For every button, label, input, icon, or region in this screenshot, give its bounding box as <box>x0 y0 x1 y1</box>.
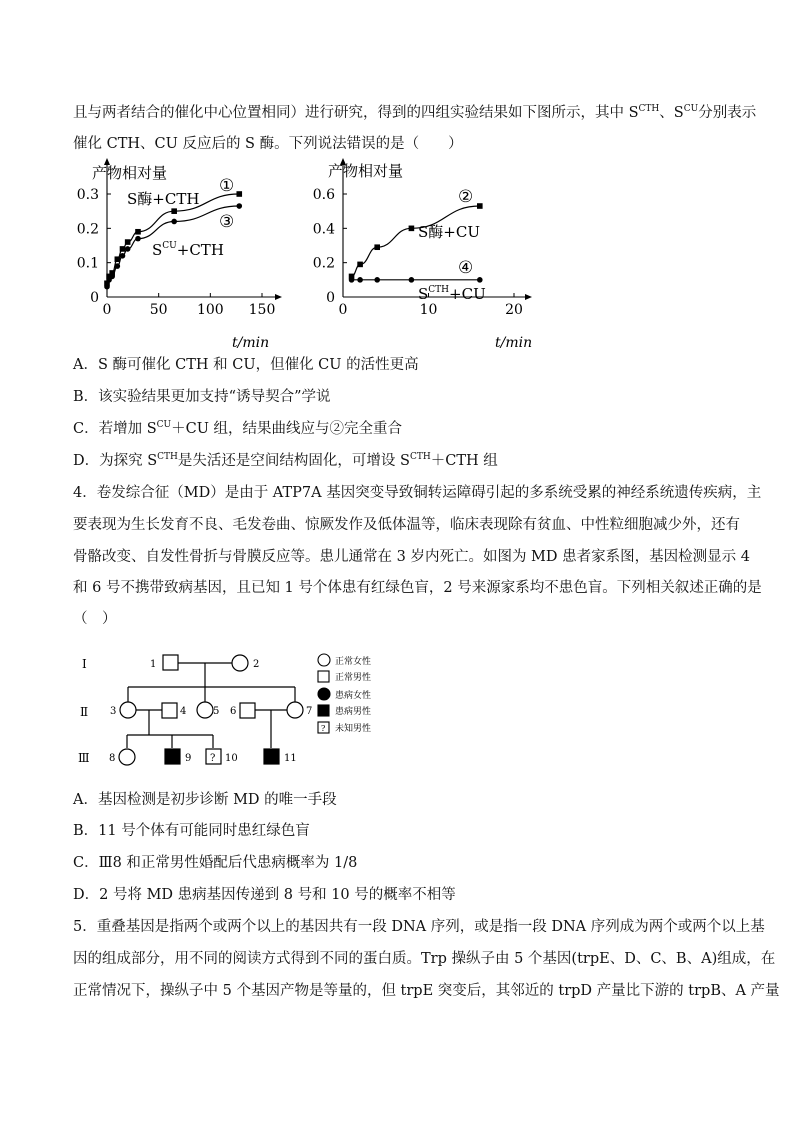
chart2-y-tick-label: 0 <box>326 290 335 306</box>
svg-text:2: 2 <box>253 659 260 670</box>
chart1-series-1-point <box>125 239 131 245</box>
chart2-x-tick-label: 20 <box>505 302 523 318</box>
chart2-series-1-point <box>409 226 415 232</box>
chart1-y-tick-label: 0.1 <box>76 255 99 272</box>
legend-normal-male: 正常男性 <box>335 673 372 683</box>
chart1-series-1-point <box>236 191 242 197</box>
legend-normal-female-symbol <box>318 654 330 666</box>
chart-left <box>70 156 300 356</box>
q4-option-b: B．11 号个体有可能同时患红绿色盲 <box>73 823 310 839</box>
q3-option-c: C．若增加 $S^{CU}+CU$ 组，结果曲线应与②完全重合 <box>73 420 403 437</box>
chart2-y-tick-label: 0.6 <box>312 187 335 203</box>
chart1-series-2-point <box>171 219 177 225</box>
svg-text:3: 3 <box>110 706 117 717</box>
chart2-series-2-number: ④ <box>458 258 474 278</box>
individual-6 <box>240 703 255 718</box>
svg-text:10: 10 <box>225 753 238 764</box>
chart2-series-2-point <box>374 277 380 283</box>
svg-text:4: 4 <box>180 706 187 717</box>
legend-affected-female: 患病女性 <box>335 691 372 701</box>
q4-stem-line-4: 和 6 号不携带致病基因，且已知 1 号个体患有红绿色盲，2 号来源家系均不患色盲。下列相关叙述正确的是 <box>73 580 762 596</box>
chart2-series-2-point <box>349 277 355 283</box>
q4-stem-line-3: 骨骼改变、自发性骨折与骨膜反应等。患儿通常在 3 岁内死亡。如图为 MD 患者家系图，基因检测显示 4 <box>73 549 750 565</box>
q4-option-a: A．基因检测是初步诊断 MD 的唯一手段 <box>73 792 337 808</box>
individual-2 <box>232 655 248 671</box>
chart1-y-tick-label: 0.3 <box>76 187 99 203</box>
chart2-series-1-point <box>357 262 363 268</box>
chart2-series-2-point <box>477 277 483 283</box>
chart1-y-tick-label: 0 <box>90 290 99 306</box>
chart2-y-tick-label: 0.2 <box>312 255 335 272</box>
chart2-series-1-number: ② <box>458 187 474 207</box>
chart2-y-axis-label: 产物相对量 <box>328 162 404 180</box>
chart1-series-1-label: S酶+CTH <box>127 190 200 208</box>
chart1-x-axis-label: t/min <box>232 335 270 351</box>
gen-label-2: Ⅱ <box>80 705 89 719</box>
chart2-series-1-label: S酶+CU <box>418 223 480 241</box>
individual-8 <box>119 749 135 765</box>
chart1-series-1-number: ① <box>219 176 235 196</box>
svg-text:5: 5 <box>213 706 220 717</box>
chart2-x-tick-label: 10 <box>419 302 438 318</box>
gen-label-1: Ⅰ <box>82 657 87 671</box>
individual-1 <box>163 655 178 670</box>
chart1-x-tick-label: 150 <box>248 302 276 318</box>
chart2-x-axis-label: t/min <box>495 335 533 351</box>
legend-affected-female-symbol <box>318 688 330 700</box>
chart2-x-tick-label: 0 <box>338 302 348 318</box>
svg-text:?: ? <box>321 724 326 733</box>
q4-stem-line-2: 要表现为生长发育不良、毛发卷曲、惊厥发作及低体温等，临床表现除有贫血、中性粒细胞减少外，还有 <box>73 517 740 533</box>
chart2-series-2-label: $S^{CTH}+CU$ <box>418 285 486 303</box>
chart2-series-1-point <box>374 244 380 250</box>
svg-text:9: 9 <box>185 753 192 764</box>
individual-3 <box>120 702 136 718</box>
legend-affected-male: 患病男性 <box>335 707 372 717</box>
chart1-series-2-number: ③ <box>219 212 235 232</box>
individual-7 <box>287 702 303 718</box>
individual-5 <box>197 702 213 718</box>
chart2-series-1-point <box>477 203 483 209</box>
svg-text:6: 6 <box>230 706 237 717</box>
chart1-series-1-point <box>171 208 177 214</box>
q3-option-b: B．该实验结果更加支持“诱导契合”学说 <box>73 389 331 405</box>
pedigree-chart <box>70 640 390 780</box>
q5-stem-line-2: 因的组成部分，用不同的阅读方式得到不同的蛋白质。Trp 操纵子由 5 个基因(trpE、D、C、B、A)组成，在 <box>73 951 776 967</box>
legend-normal-male-symbol <box>318 671 329 682</box>
q3-intro-line-1: 且与两者结合的催化中心位置相同）进行研究，得到的四组实验结果如下图所示，其中 $S^{CTH}$、$S^{CU}$分别表示 <box>73 104 757 121</box>
q4-stem-line-5: （ ） <box>73 611 117 627</box>
chart1-series-1-point <box>120 246 126 252</box>
chart1-series-2-point <box>236 203 242 209</box>
svg-text:?: ? <box>210 753 216 764</box>
gen-label-3: Ⅲ <box>78 751 90 765</box>
legend-unknown-male: 未知男性 <box>335 724 372 734</box>
chart2-x-arrow <box>525 294 532 300</box>
q3-option-a: A．S 酶可催化 CTH 和 CU，但催化 CU 的活性更高 <box>73 357 419 373</box>
chart1-x-arrow <box>275 294 282 300</box>
chart1-series-2-point <box>125 246 131 252</box>
legend-normal-female: 正常女性 <box>335 657 372 667</box>
chart1-x-tick-label: 0 <box>102 302 112 318</box>
chart1-series-2-label: $S^{CU}+CTH$ <box>152 241 224 259</box>
chart2-series-2-point <box>357 277 363 283</box>
chart1-x-tick-label: 100 <box>196 302 224 318</box>
chart1-y-axis-label: 产物相对量 <box>92 164 168 182</box>
legend-affected-male-symbol <box>318 705 329 716</box>
q3-intro-line-2: 催化 CTH、CU 反应后的 S 酶。下列说法错误的是（ ） <box>73 136 463 152</box>
individual-4 <box>162 703 177 718</box>
chart1-x-tick-label: 50 <box>149 302 168 318</box>
q3-option-d: D．为探究 $S^{CTH}$是失活还是空间结构固化，可增设 $S^{CTH}+CTH$ 组 <box>73 452 498 469</box>
q5-stem-line-1: 5．重叠基因是指两个或两个以上的基因共有一段 DNA 序列，或是指一段 DNA 序列成为两个或两个以上基 <box>73 919 765 935</box>
chart1-series-2-point <box>104 284 110 290</box>
chart1-series-2-point <box>135 236 141 242</box>
q5-stem-line-3: 正常情况下，操纵子中 5 个基因产物是等量的，但 trpE 突变后，其邻近的 trpD 产量比下游的 trpB、A 产量 <box>73 983 780 999</box>
svg-text:8: 8 <box>109 753 116 764</box>
chart1-series-1-point <box>135 229 141 235</box>
chart-right <box>305 156 555 356</box>
chart1-series-2-point <box>115 263 121 269</box>
individual-9 <box>165 749 180 764</box>
svg-text:7: 7 <box>306 706 313 717</box>
svg-text:11: 11 <box>284 753 297 764</box>
chart2-y-tick-label: 0.4 <box>312 221 335 238</box>
q4-option-d: D．2 号将 MD 患病基因传递到 8 号和 10 号的概率不相等 <box>73 887 456 903</box>
chart1-y-tick-label: 0.2 <box>76 221 99 238</box>
chart1-series-2-point <box>120 253 126 259</box>
individual-11 <box>264 749 279 764</box>
chart2-series-2-point <box>409 277 415 283</box>
svg-text:1: 1 <box>150 659 157 670</box>
q4-stem-line-1: 4．卷发综合征（MD）是由于 ATP7A 基因突变导致铜转运障碍引起的多系统受累的神经系统遗传疾病，主 <box>73 485 762 501</box>
chart1-series-2-point <box>109 274 115 280</box>
q4-option-c: C．Ⅲ8 和正常男性婚配后代患病概率为 1/8 <box>73 855 358 871</box>
